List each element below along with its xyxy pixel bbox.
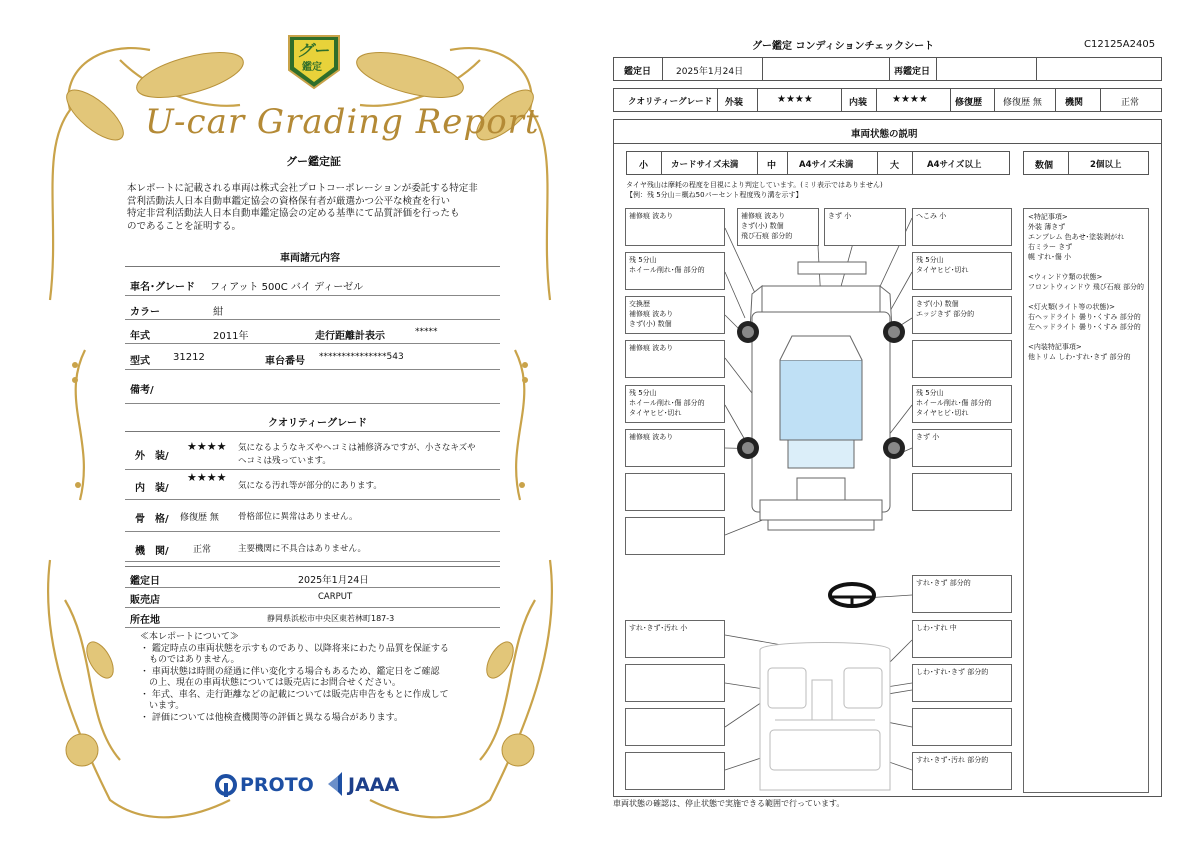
engine-row xyxy=(125,532,500,562)
goo-kantei-badge xyxy=(285,30,343,90)
repair-label: 修復歴 xyxy=(955,98,983,108)
mileage-label: 走行距離計表示 xyxy=(315,331,385,342)
cell-l3: 交換歴 補修痕 波あり きず(小) 数個 xyxy=(625,296,725,334)
name-row xyxy=(125,272,500,296)
year-value: 2011年 xyxy=(213,331,249,342)
color-label: カラー xyxy=(130,307,160,318)
addr-row xyxy=(125,608,500,628)
cell-i-l3 xyxy=(625,708,725,746)
size-small-desc: カードサイズ未満 xyxy=(671,160,739,170)
cell-r6 xyxy=(912,473,1012,511)
int-stars: ★★★★ xyxy=(892,94,928,105)
shop-value: CARPUT xyxy=(318,592,353,602)
chassis-label: 車台番号 xyxy=(265,356,305,367)
int-label: 内装 xyxy=(849,98,868,108)
cell-l2: 残 5分山 ホイール削れ･傷 部分的 xyxy=(625,252,725,290)
engine-text: 主要機関に不具合はありません。 xyxy=(238,544,367,554)
ext-row xyxy=(125,436,500,470)
date-value: 2025年1月24日 xyxy=(676,67,744,77)
quality-table xyxy=(125,431,500,432)
count-label: 数個 xyxy=(1035,161,1054,171)
proto-mark-icon xyxy=(214,773,238,797)
cell-t2: きず 小 xyxy=(824,208,906,246)
int-row xyxy=(125,470,500,500)
cell-i-r3 xyxy=(912,708,1012,746)
report-notes: ≪本レポートについて≫ ・ 鑑定時点の車両状態を示すものであり、以降将来にわたり品質を保証する ものではありません。 ・ 車両状態は時間の経過に伴い変化する場合もあるため、鑑定日をご確認 の上、現在の車両状態については販売店にお問合せください。 ・ 年式、車名、走行距離などの記載については販売店申告をもとに作成して います。 ・ 評価については他検査機関等の評価と異なる場合があります。 xyxy=(140,632,500,724)
addr-value: 静岡県浜松市中央区東若林町187-3 xyxy=(267,614,395,623)
jaaa-mark-icon xyxy=(326,770,346,798)
repair-value: 修復歴 無 xyxy=(1003,98,1042,108)
notes-title: ≪本レポートについて≫ xyxy=(140,632,239,642)
windshield-glass xyxy=(780,360,862,440)
condition-sheet xyxy=(600,0,1200,848)
chassis-value: ***************543 xyxy=(319,352,404,362)
remarks-row xyxy=(125,370,500,404)
engine-value: 正常 xyxy=(1121,98,1140,108)
name-value: フィアット 500C バイ ディーゼル xyxy=(210,282,364,293)
cell-i-l1: すれ･きず･汚れ 小 xyxy=(625,620,725,658)
cell-r3 xyxy=(912,340,1012,378)
cell-l7 xyxy=(625,473,725,511)
cell-l5: 残 5分山 ホイール削れ･傷 部分的 タイヤヒビ･切れ xyxy=(625,385,725,423)
ext-label: 外 装/ xyxy=(135,451,169,462)
cell-i-r4: すれ･きず･汚れ 部分的 xyxy=(912,752,1012,790)
engine-value: 正常 xyxy=(193,545,212,555)
cell-l6: 補修痕 波あり xyxy=(625,429,725,467)
cell-r2: きず(小) 数個 エッジきず 部分的 xyxy=(912,296,1012,334)
sheet-title: グー鑑定 コンディションチェックシート xyxy=(752,41,935,52)
mileage-value: ***** xyxy=(415,327,438,337)
ext-text1: 気になるようなキズやヘコミは補修済みですが、小さなキズや xyxy=(238,443,476,453)
proto-text: PROTO xyxy=(240,774,314,796)
ext-stars: ★★★★ xyxy=(187,440,227,453)
size-small: 小 xyxy=(639,161,649,171)
engine-label: 機 関/ xyxy=(135,546,169,557)
model-row xyxy=(125,344,500,370)
cell-r1: 残 5分山 タイヤヒビ･切れ xyxy=(912,252,1012,290)
cell-t1: 補修痕 波あり きず(小) 数個 飛び石痕 部分的 xyxy=(737,208,819,246)
size-large: 大 xyxy=(890,161,900,171)
ext-stars: ★★★★ xyxy=(777,94,813,105)
count-desc: 2個以上 xyxy=(1090,160,1122,170)
date-label: 鑑定日 xyxy=(130,576,160,587)
cell-i-r0: すれ･きず 部分的 xyxy=(912,575,1012,613)
shop-label: 販売店 xyxy=(130,595,160,606)
cell-r5: きず 小 xyxy=(912,429,1012,467)
engine-label: 機関 xyxy=(1065,98,1084,108)
tire-note1: タイヤ残山は摩耗の程度を目視により判定しています。(ミリ表示ではありません) xyxy=(626,181,883,189)
cell-l4: 補修痕 波あり xyxy=(625,340,725,378)
frame-label: 骨 格/ xyxy=(135,514,169,525)
color-row xyxy=(125,296,500,320)
model-value: 31212 xyxy=(173,352,205,363)
qg-label: クオリティーグレード xyxy=(628,97,713,107)
int-stars: ★★★★ xyxy=(187,471,227,484)
ext-text2: ヘコミは残っています。 xyxy=(238,456,331,466)
special-notes: <特記事項> 外装 薄きず エンブレム 色あせ･塗装剥がれ 右ミラー きず 幌 すれ･傷 小 <ウィンドウ類の状態> フロントウィンドウ 飛び石痕 部分的 <灯火類(ライト等の状態)> 右ヘッドライト 曇り･くすみ 部分的 左ヘッドライト 曇り･くすみ 部分的 <内装特記事項> 他トリム しわ･すれ･きず 部分的 xyxy=(1023,208,1149,793)
proto-logo xyxy=(214,772,324,798)
spec-title: 車両諸元内容 xyxy=(280,253,340,264)
date-value: 2025年1月24日 xyxy=(298,575,369,586)
color-value: 紺 xyxy=(213,307,223,318)
spec-table xyxy=(125,266,500,267)
report-script-title: U-car Grading Report xyxy=(145,102,540,142)
cert-title: グー鑑定証 xyxy=(286,155,341,168)
cell-i-l4 xyxy=(625,752,725,790)
redate-label: 再鑑定日 xyxy=(894,67,931,77)
cert-text: 本レポートに記載される車両は株式会社プロトコーポレーションが委託する特定非 営利活動法人日本自動車鑑定協会の資格保有者が厳選かつ公平な検査を行い 特定非営利活動法人日本自動車鑑定協会の定める基準にて品質評価を行ったも のであることを証明する。 xyxy=(127,183,478,232)
cell-i-r2: しわ･すれ･きず 部分的 xyxy=(912,664,1012,702)
badge-line1: グー xyxy=(297,41,330,60)
size-mid: 中 xyxy=(767,161,777,171)
remarks-label: 備考/ xyxy=(130,385,154,396)
sheet-id: C12125A2405 xyxy=(1084,39,1156,50)
size-large-desc: A4サイズ以上 xyxy=(927,160,982,170)
cell-i-r1: しわ･すれ 中 xyxy=(912,620,1012,658)
jaaa-text: JAAA xyxy=(348,774,400,796)
front-bumper-part xyxy=(798,262,866,274)
cell-r4: 残 5分山 ホイール削れ･傷 部分的 タイヤヒビ･切れ xyxy=(912,385,1012,423)
cell-i-l2 xyxy=(625,664,725,702)
ext-label: 外装 xyxy=(725,98,744,108)
date-row xyxy=(125,566,500,588)
badge-line2: 鑑定 xyxy=(302,62,322,73)
cell-t3: へこみ 小 xyxy=(912,208,1012,246)
state-title: 車両状態の説明 xyxy=(851,129,918,140)
cell-l8 xyxy=(625,517,725,555)
model-label: 型式 xyxy=(130,356,150,367)
jaaa-logo xyxy=(326,770,416,800)
steering-wheel-icon xyxy=(830,584,874,606)
year-label: 年式 xyxy=(130,331,150,342)
addr-label: 所在地 xyxy=(130,615,160,626)
name-label: 車名･グレード xyxy=(130,282,195,293)
date-label: 鑑定日 xyxy=(624,67,652,77)
int-text: 気になる汚れ等が部分的にあります。 xyxy=(238,481,382,491)
frame-row xyxy=(125,500,500,532)
quality-title: クオリティーグレード xyxy=(268,418,367,429)
sheet-footer: 車両状態の確認は、停止状態で実施できる範囲で行っています。 xyxy=(613,799,845,808)
tire-note2: 【例：残 5分山＝概ね50パーセント程度残り溝を示す】 xyxy=(626,191,803,199)
int-label: 内 装/ xyxy=(135,483,169,494)
year-row xyxy=(125,320,500,344)
size-mid-desc: A4サイズ未満 xyxy=(799,160,854,170)
cell-l1: 補修痕 波あり xyxy=(625,208,725,246)
shop-row xyxy=(125,588,500,608)
frame-text: 骨格部位に異常はありません。 xyxy=(238,512,358,522)
frame-value: 修復歴 無 xyxy=(180,513,219,523)
